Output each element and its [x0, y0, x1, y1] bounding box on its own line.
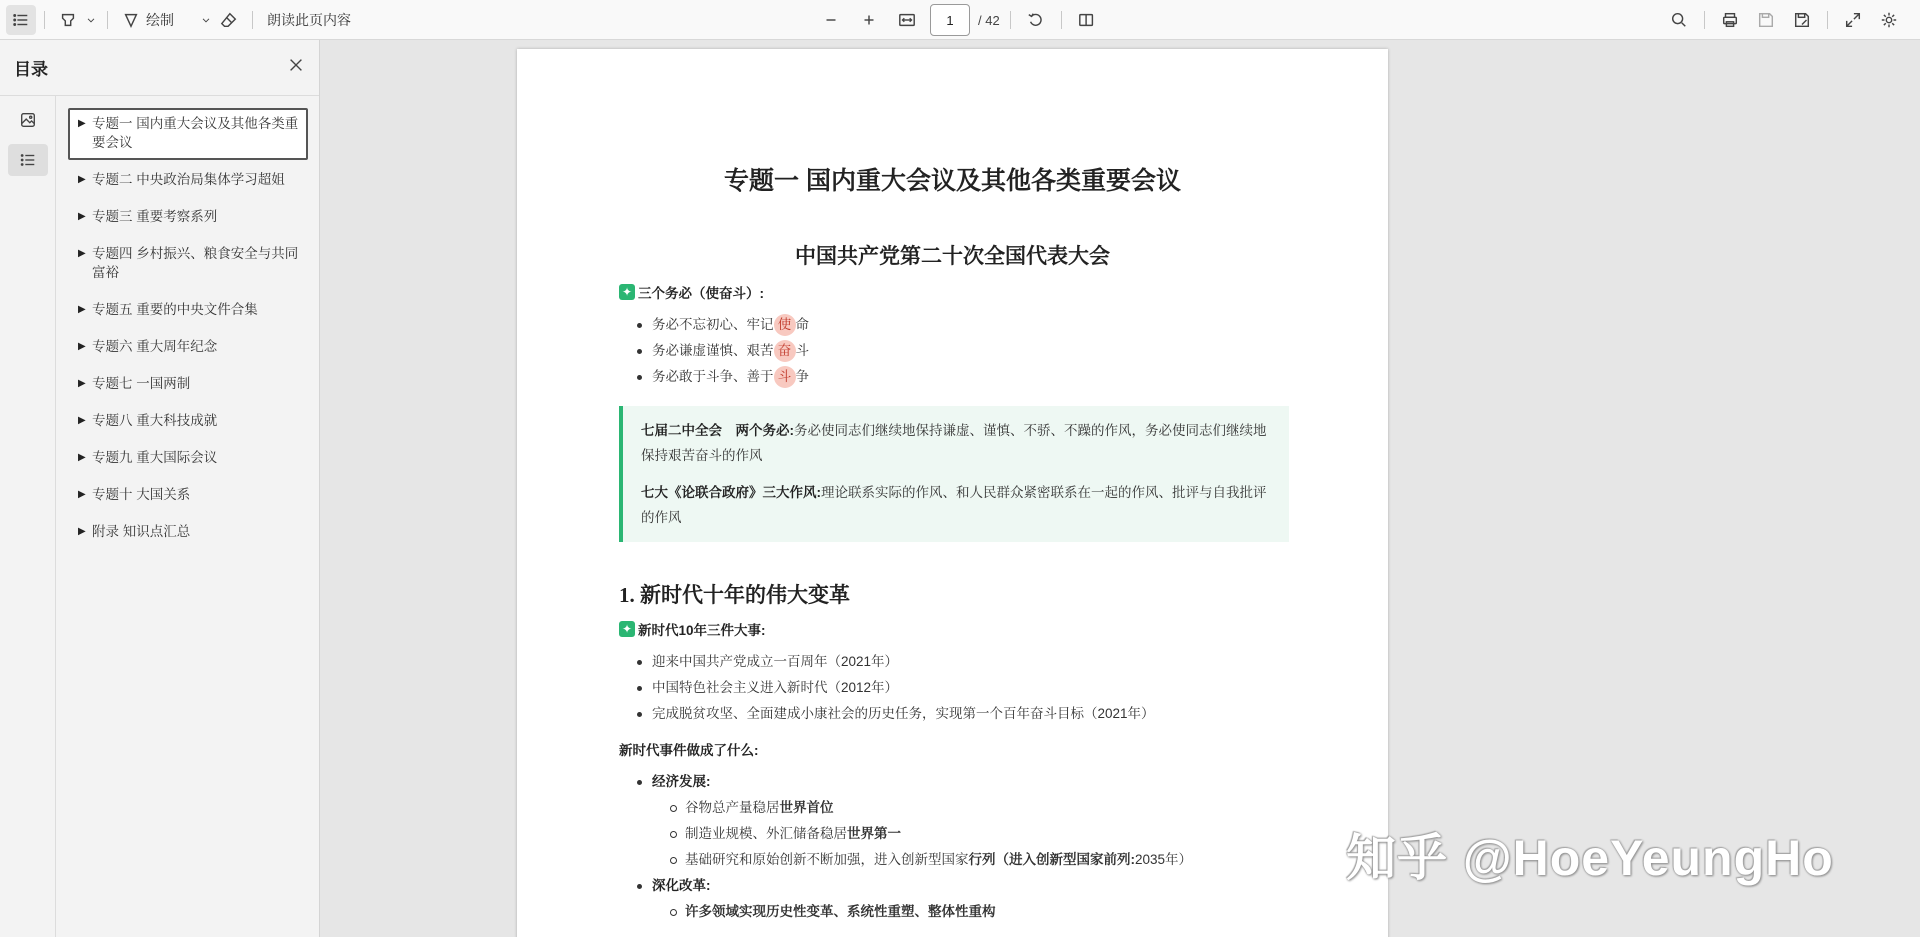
- three-musts-label-text: 三个务必（使奋斗）:: [638, 286, 764, 301]
- settings-button[interactable]: [1874, 5, 1904, 35]
- toolbar-divider: [1061, 11, 1062, 29]
- save-as-button[interactable]: [1787, 5, 1817, 35]
- list-item-emphasis: 世界第一: [847, 826, 901, 841]
- expand-arrow-icon[interactable]: ▶: [78, 118, 86, 129]
- toc-item-label: 附录 知识点汇总: [92, 524, 191, 539]
- achievements-list: [619, 769, 1289, 795]
- fit-width-icon: [898, 11, 916, 29]
- list-item: 完成脱贫攻坚、全面建成小康社会的历史任务，实现第一个百年奋斗目标（2021年）: [619, 701, 1289, 727]
- list-item: 迎来中国共产党成立一百周年（2021年）: [619, 649, 1289, 675]
- sparkle-icon: ✦: [619, 621, 635, 637]
- zoom-out-button[interactable]: [816, 5, 846, 35]
- thumbnails-tab[interactable]: [8, 104, 48, 136]
- toc-item[interactable]: [68, 405, 308, 438]
- toc-item-label: 专题五 重要的中央文件合集: [92, 302, 258, 317]
- expand-arrow-icon[interactable]: ▶: [78, 174, 86, 185]
- page-view-button[interactable]: [1072, 5, 1102, 35]
- three-musts-block: [619, 282, 1289, 390]
- toolbar-divider: [1704, 11, 1705, 29]
- expand-arrow-icon[interactable]: ▶: [78, 211, 86, 222]
- list-item: [619, 364, 1289, 390]
- eraser-icon: [220, 11, 238, 29]
- toolbar-divider: [1010, 11, 1011, 29]
- callout-text: 务必使同志们继续地保持谦虚、谨慎、不骄、不躁的作风，务必使同志们继续地保持艰苦奋斗的作风: [641, 423, 1267, 463]
- chevron-down-icon: [85, 14, 97, 26]
- list-item: [619, 312, 1289, 338]
- list-item: [652, 899, 1289, 925]
- save-icon: [1757, 11, 1775, 29]
- subsection-heading: 1. 新时代十年的伟大变革: [619, 583, 850, 607]
- gear-icon: [1880, 11, 1898, 29]
- toc-item-label: 专题八 重大科技成就: [92, 413, 218, 428]
- list-item: [619, 338, 1289, 364]
- print-button[interactable]: [1715, 5, 1745, 35]
- sidebar-rail: [0, 96, 56, 937]
- list-item-text: 谷物总产量稳居: [685, 800, 780, 815]
- search-button[interactable]: [1664, 5, 1694, 35]
- read-aloud-button[interactable]: [261, 5, 357, 35]
- toc-item[interactable]: [68, 238, 308, 290]
- pdf-toolbar: [0, 0, 1920, 40]
- toc-item-label: 专题四 乡村振兴、粮食安全与共同富裕: [92, 246, 299, 280]
- list-item-text: 务必谦虚谨慎、艰苦: [652, 343, 774, 358]
- callout-paragraph: [641, 480, 1271, 530]
- highlighter-icon: [59, 11, 77, 29]
- highlighted-char: 奋: [774, 340, 796, 362]
- expand-arrow-icon[interactable]: ▶: [78, 489, 86, 500]
- page-number-input[interactable]: [930, 4, 970, 36]
- toc-item[interactable]: [68, 368, 308, 401]
- toc-sidebar: [0, 40, 320, 937]
- list-item: [619, 769, 1289, 795]
- page-total-label: / 42: [978, 12, 1000, 28]
- section-heading: 中国共产党第二十次全国代表大会: [795, 244, 1110, 268]
- list-item-text: 2035年）: [1135, 852, 1193, 867]
- sparkle-icon: ✦: [619, 284, 635, 300]
- decade-events-label-text: 新时代10年三件大事:: [638, 623, 766, 638]
- info-callout: [619, 406, 1289, 542]
- callout-term: 七大《论联合政府》三大作风:: [641, 485, 821, 500]
- toolbar-divider: [44, 11, 45, 29]
- image-icon: [19, 111, 37, 129]
- list-item: 中国特色社会主义进入新时代（2012年）: [619, 675, 1289, 701]
- reform-list: [619, 873, 1289, 899]
- list-item-text: 务必敢于斗争、善于: [652, 369, 774, 384]
- close-icon: [287, 56, 305, 74]
- toc-item-label: 专题二 中央政治局集体学习超姐: [92, 172, 285, 187]
- sidebar-header: [0, 40, 319, 96]
- callout-text: 理论联系实际的作风、和人民群众紧密联系在一起的作风、批评与自我批评的作风: [641, 485, 1267, 525]
- list-item: [619, 873, 1289, 899]
- eraser-button[interactable]: [214, 5, 244, 35]
- sidebar-title: 目录: [14, 60, 48, 79]
- list-item-text: 基础研究和原始创新不断加强，进入创新型国家: [685, 852, 969, 867]
- toc-item[interactable]: [68, 294, 308, 327]
- expand-arrow-icon[interactable]: ▶: [78, 415, 86, 426]
- minus-icon: [822, 11, 840, 29]
- printer-icon: [1721, 11, 1739, 29]
- list-item: [652, 847, 1289, 873]
- list-item-text: 务必不忘初心、牢记: [652, 317, 774, 332]
- toc-item[interactable]: [68, 442, 308, 475]
- list-item-text: 制造业规模、外汇储备稳居: [685, 826, 847, 841]
- toolbar-divider: [252, 11, 253, 29]
- rotate-button[interactable]: [1021, 5, 1051, 35]
- toolbar-divider: [107, 11, 108, 29]
- fit-width-button[interactable]: [892, 5, 922, 35]
- reform-sublist: [652, 899, 1289, 925]
- list-item: [652, 795, 1289, 821]
- expand-arrow-icon[interactable]: ▶: [78, 452, 86, 463]
- toc-toggle-button[interactable]: [6, 5, 36, 35]
- decade-events-list: [619, 649, 1289, 727]
- toc-item[interactable]: [68, 108, 308, 160]
- expand-arrow-icon[interactable]: ▶: [78, 341, 86, 352]
- reform-item-text: 许多领域实现历史性变革、系统性重塑、整体性重构: [685, 904, 996, 919]
- draw-options-button[interactable]: [198, 5, 214, 35]
- document-title: 专题一 国内重大会议及其他各类重要会议: [724, 167, 1181, 195]
- toc-item[interactable]: [68, 516, 308, 549]
- toc-item-label: 专题六 重大周年纪念: [92, 339, 218, 354]
- highlighted-char: 斗: [774, 366, 796, 388]
- expand-arrow-icon[interactable]: ▶: [78, 526, 86, 537]
- list-item-emphasis: 世界首位: [779, 800, 834, 815]
- plus-icon: [860, 11, 878, 29]
- list-item-text: 斗: [795, 343, 809, 358]
- sidebar-close-button[interactable]: [287, 56, 305, 79]
- toolbar-divider: [1827, 11, 1828, 29]
- fullscreen-button[interactable]: [1838, 5, 1868, 35]
- highlight-button[interactable]: [53, 5, 83, 35]
- read-aloud-label: 朗读此页内容: [267, 12, 351, 28]
- expand-arrow-icon[interactable]: ▶: [78, 378, 86, 389]
- list-icon: [12, 11, 30, 29]
- toc-item-label: 专题十 大国关系: [92, 487, 191, 502]
- draw-button[interactable]: [116, 5, 186, 35]
- toc-item[interactable]: [68, 331, 308, 364]
- list-icon: [19, 151, 37, 169]
- callout-term: 七届二中全会 两个务必:: [641, 423, 794, 438]
- three-musts-label: [619, 282, 1289, 302]
- toc-item[interactable]: [68, 164, 308, 197]
- reform-label: 深化改革:: [652, 878, 711, 893]
- expand-arrow-icon[interactable]: ▶: [78, 304, 86, 315]
- toc-item-label: 专题三 重要考察系列: [92, 209, 218, 224]
- rotate-icon: [1027, 11, 1045, 29]
- toc-item-label: 专题七 一国两制: [92, 376, 191, 391]
- pdf-page: [517, 49, 1388, 937]
- toc-item[interactable]: [68, 479, 308, 512]
- three-musts-list: [619, 312, 1289, 390]
- expand-icon: [1844, 11, 1862, 29]
- page-view-icon: [1078, 11, 1096, 29]
- draw-label: 绘制: [146, 12, 174, 28]
- toc-item-label: 专题九 重大国际会议: [92, 450, 218, 465]
- expand-arrow-icon[interactable]: ▶: [78, 248, 86, 259]
- achievements-label: 新时代事件做成了什么:: [619, 743, 759, 758]
- list-item-text: 争: [795, 369, 809, 384]
- econ-sublist: [652, 795, 1289, 873]
- decade-events-block: [619, 619, 1289, 925]
- list-item: [652, 821, 1289, 847]
- toc-item-label: 专题一 国内重大会议及其他各类重要会议: [92, 116, 299, 150]
- watermark-text: 知乎 @HoeYeungHo: [1346, 830, 1834, 886]
- toc-tab[interactable]: [8, 144, 48, 176]
- toc-item[interactable]: [68, 201, 308, 234]
- chevron-down-icon: [200, 14, 212, 26]
- highlighted-char: 使: [774, 314, 796, 336]
- search-icon: [1670, 11, 1688, 29]
- decade-events-label: [619, 619, 1289, 639]
- list-item-emphasis: 行列（进入创新型国家前列:: [968, 852, 1135, 867]
- save-button[interactable]: [1751, 5, 1781, 35]
- highlight-options-button[interactable]: [83, 5, 99, 35]
- save-as-icon: [1793, 11, 1811, 29]
- toc-list: [68, 108, 308, 553]
- pen-icon: [122, 11, 140, 29]
- zoom-in-button[interactable]: [854, 5, 884, 35]
- callout-paragraph: [641, 418, 1271, 468]
- econ-label: 经济发展:: [652, 774, 711, 789]
- list-item-text: 命: [795, 317, 809, 332]
